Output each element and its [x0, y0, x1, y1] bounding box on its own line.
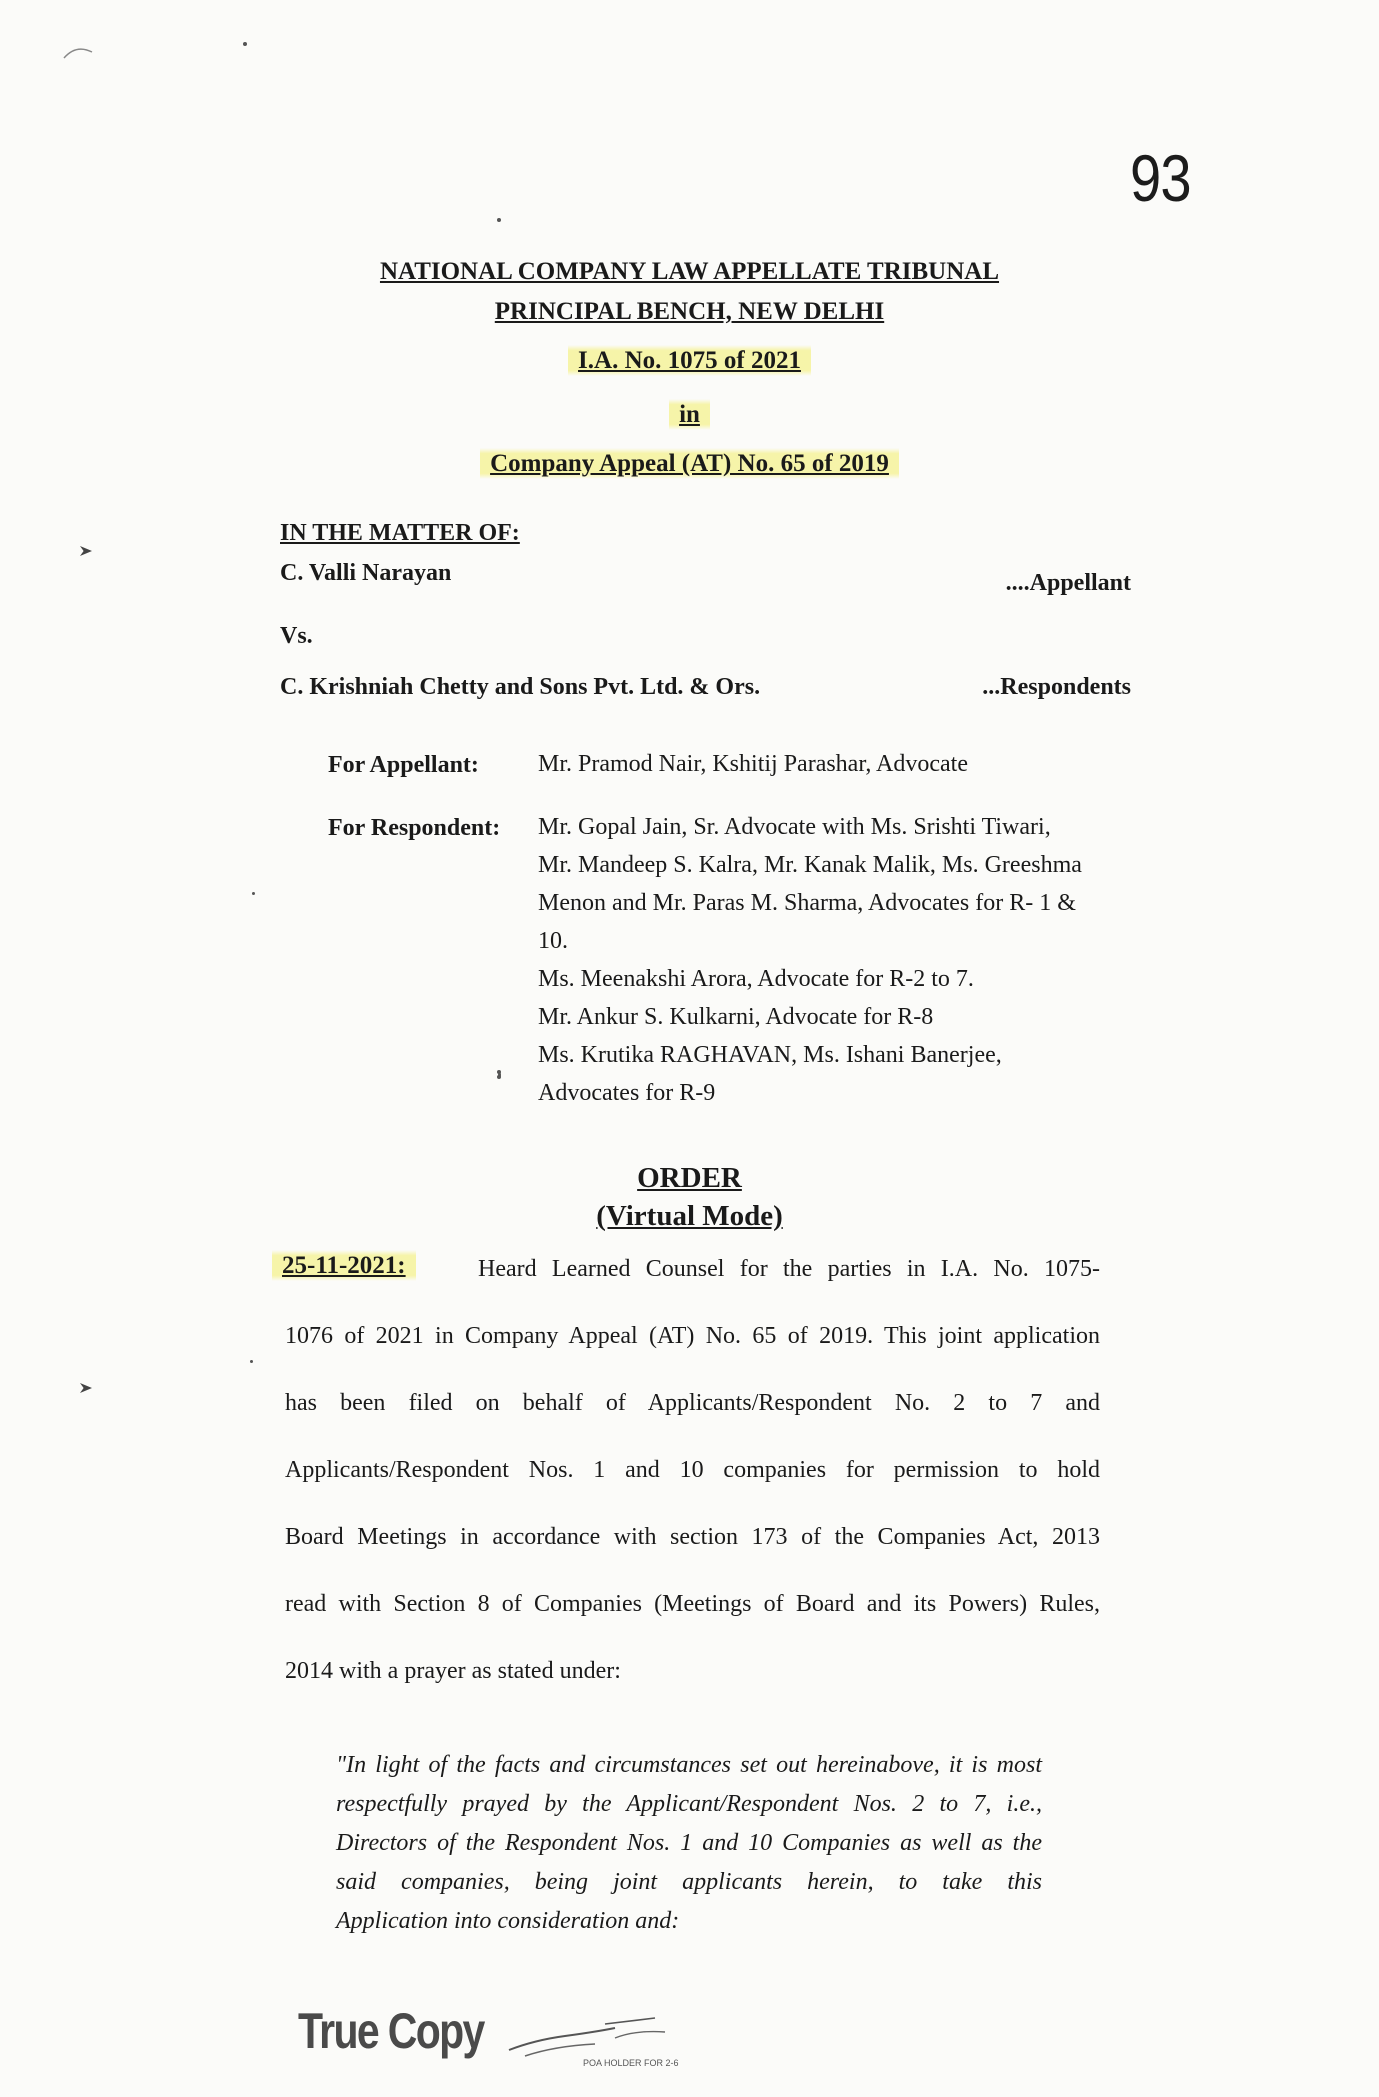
signature-note: POA HOLDER FOR 2-6 — [583, 2058, 679, 2068]
respondent-counsel-line: Mr. Ankur S. Kulkarni, Advocate for R-8 — [538, 1004, 934, 1030]
versus-label: Vs. — [280, 623, 313, 649]
ia-number-text: I.A. No. 1075 of 2021 — [568, 345, 811, 376]
respondent-counsel-line: Ms. Meenakshi Arora, Advocate for R-2 to 7. — [538, 966, 974, 992]
order-body-line: has been filed on behalf of Applicants/Respondent No. 2 to 7 and — [285, 1390, 1100, 1416]
ia-number-heading — [0, 347, 1379, 375]
respondent-counsel-line: Ms. Krutika RAGHAVAN, Ms. Ishani Banerjee, — [538, 1042, 1002, 1068]
appeal-number-heading — [0, 450, 1379, 478]
matter-label: IN THE MATTER OF: — [280, 520, 520, 546]
scan-speck — [497, 1075, 501, 1079]
appellant-role: ....Appellant — [1005, 570, 1131, 596]
respondent-counsel-line: Mr. Gopal Jain, Sr. Advocate with Ms. Srishti Tiwari, — [538, 814, 1051, 840]
order-title: ORDER — [637, 1162, 742, 1194]
respondent-name: C. Krishniah Chetty and Sons Pvt. Ltd. & Ors. — [280, 674, 761, 700]
scan-speck — [243, 42, 247, 46]
scan-speck — [497, 218, 501, 222]
scan-speck — [252, 892, 255, 895]
appellant-name: C. Valli Narayan — [280, 560, 452, 586]
tribunal-heading: NATIONAL COMPANY LAW APPELLATE TRIBUNAL — [379, 258, 1000, 285]
scan-speck — [250, 1360, 253, 1363]
prayer-quote-line: "In light of the facts and circumstances set out hereinabove, it is most — [336, 1752, 1042, 1778]
corner-mark — [60, 40, 110, 80]
order-body-line: 1076 of 2021 in Company Appeal (AT) No. 65 of 2019. This joint application — [285, 1323, 1100, 1349]
respondent-counsel-list — [538, 808, 1082, 1112]
respondent-role: ...Respondents — [982, 674, 1131, 700]
order-subtitle: (Virtual Mode) — [596, 1200, 783, 1232]
true-copy-stamp: True Copy — [298, 2003, 484, 2059]
punch-mark — [80, 1383, 92, 1393]
order-body-line: read with Section 8 of Companies (Meetings of Board and its Powers) Rules, — [285, 1591, 1100, 1617]
respondent-counsel-label: For Respondent: — [328, 815, 501, 841]
order-body-line: Applicants/Respondent Nos. 1 and 10 companies for permission to hold — [285, 1457, 1100, 1483]
signature — [505, 2010, 705, 2070]
punch-mark — [80, 546, 92, 556]
order-first-line: Heard Learned Counsel for the parties in I.A. No. 1075- — [478, 1256, 1100, 1282]
prayer-quote-line: Directors of the Respondent Nos. 1 and 10 Companies as well as the — [336, 1830, 1042, 1856]
appellant-counsel-label: For Appellant: — [328, 752, 479, 778]
respondent-counsel-line: Mr. Mandeep S. Kalra, Mr. Kanak Malik, Ms. Greeshma — [538, 852, 1082, 878]
bench-heading: PRINCIPAL BENCH, NEW DELHI — [494, 298, 885, 325]
appeal-number-text: Company Appeal (AT) No. 65 of 2019 — [480, 448, 899, 479]
connector-heading — [0, 401, 1379, 429]
order-body-line: Board Meetings in accordance with section 173 of the Companies Act, 2013 — [285, 1524, 1100, 1550]
respondent-counsel-line: Menon and Mr. Paras M. Sharma, Advocates for R- 1 & — [538, 890, 1076, 916]
order-date: 25-11-2021: — [272, 1250, 416, 1281]
respondent-counsel-line: 10. — [538, 928, 568, 954]
connector-text: in — [669, 399, 710, 430]
order-date-wrap — [272, 1252, 416, 1280]
prayer-quote-line: said companies, being joint applicants herein, to take this — [336, 1869, 1042, 1895]
prayer-quote-line: respectfully prayed by the Applicant/Respondent Nos. 2 to 7, i.e., — [336, 1791, 1042, 1817]
prayer-quote-line: Application into consideration and: — [336, 1908, 680, 1934]
page-number: 93 — [1130, 141, 1191, 215]
respondent-counsel-line: Advocates for R-9 — [538, 1080, 716, 1106]
order-body-line: 2014 with a prayer as stated under: — [285, 1658, 621, 1684]
appellant-counsel-value: Mr. Pramod Nair, Kshitij Parashar, Advocate — [538, 751, 968, 777]
